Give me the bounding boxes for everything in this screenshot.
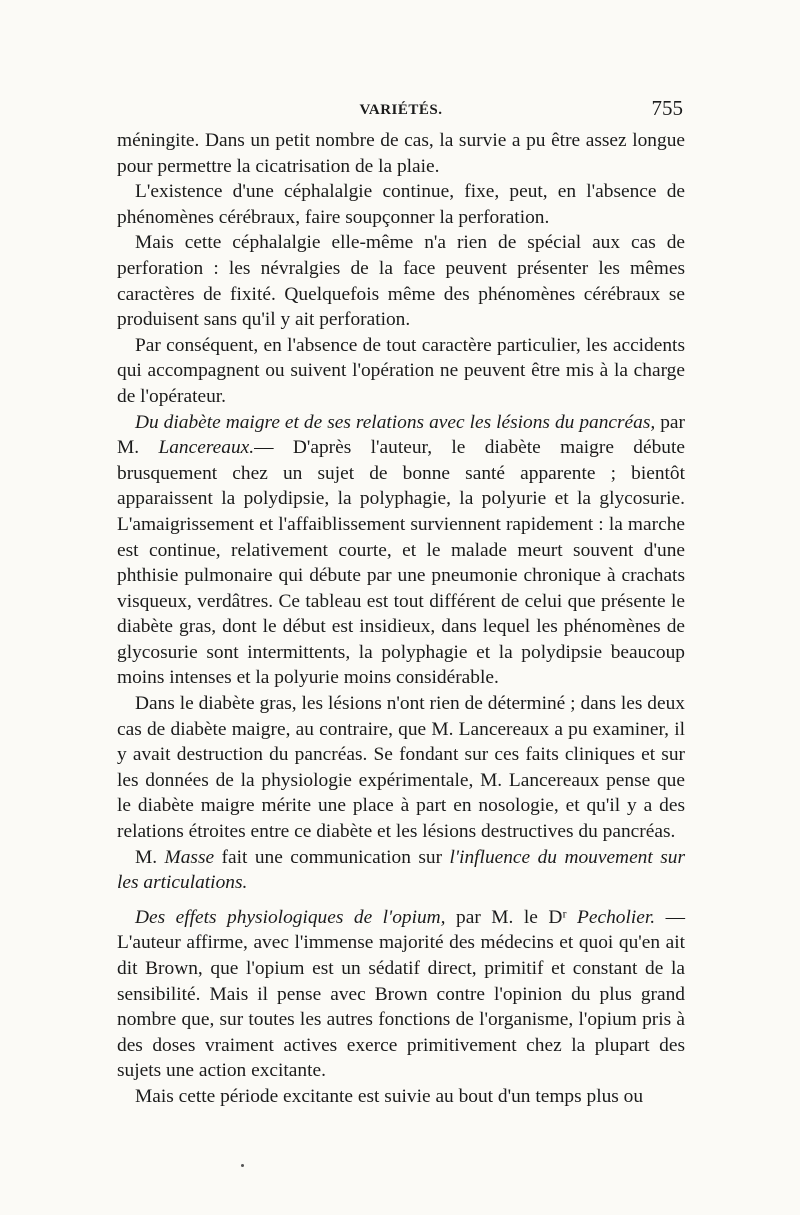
- print-speck: [241, 1164, 244, 1167]
- author-masse: Masse: [164, 846, 215, 868]
- paragraph-6: Dans le diabète gras, les lésions n'ont rien de déterminé ; dans les deux cas de diabète maigre, au contraire, que M. Lancereaux a pu examiner, il y avait destruction du pancréas. Se fondant sur ces faits cliniques et sur les données de la physiologie expérimentale, M. Lancereaux pense que le diabète maigre mérite une place à part en nosologie, et qu'il y a des relations étroites entre ce diabète et les lésions destructives du pancréas.: [117, 693, 685, 843]
- running-title: VARIÉTÉS.: [359, 102, 443, 118]
- masse-mid: fait une communication sur: [214, 846, 450, 868]
- paragraph-opium: [117, 905, 685, 1084]
- paragraph-3: Mais cette céphalalgie elle-même n'a rien de spécial aux cas de perforation : les névralgies de la face peuvent présenter les mêmes caractères de fixité. Quelquefois même des phénomènes cérébraux se produisent sans qu'il y ait perforation.: [117, 232, 685, 331]
- document-page: [117, 92, 685, 1110]
- masse-prefix: M.: [135, 846, 165, 868]
- author-pecholier: Pecholier.: [577, 906, 656, 928]
- opium-par: par M. le Dʳ: [445, 906, 578, 928]
- author-lancereaux: Lancereaux.: [158, 437, 255, 459]
- page-number: 755: [651, 96, 683, 120]
- section-title-opium: Des effets physiologiques de l'opium,: [135, 906, 446, 928]
- paragraph-diabete: [117, 410, 685, 692]
- section-title-mouvement: l'influence du mouvement sur les articulations.: [117, 846, 685, 894]
- paragraph-2: L'existence d'une céphalalgie continue, fixe, peut, en l'absence de phénomènes cérébraux, faire soupçonner la perforation.: [117, 181, 685, 228]
- body-text: [117, 128, 685, 1110]
- section-title-diabete: Du diabète maigre et de ses relations avec les lésions du pancréas,: [135, 411, 656, 433]
- paragraph-4: Par conséquent, en l'absence de tout caractère particulier, les accidents qui accompagnent ou suivent l'opération ne peuvent être mis à la charge de l'opérateur.: [117, 334, 685, 407]
- paragraph-9: Mais cette période excitante est suivie au bout d'un temps plus ou: [135, 1085, 644, 1107]
- paragraph-1: méningite. Dans un petit nombre de cas, la survie a pu être assez longue pour permettre la cicatrisation de la plaie.: [117, 130, 685, 177]
- page-header: [117, 92, 685, 128]
- paragraph-masse: [117, 845, 685, 896]
- section-text-diabete: — D'après l'auteur, le diabète maigre débute brusquement chez un sujet de bonne santé apparente ; bientôt apparaissent la polydipsie, la polyphagie, la polyurie et la glycosurie. L'amaigrissement et l'affaiblissement surviennent rapidement : la marche est continue, relativement courte, et le malade meurt souvent d'une phthisie pulmonaire qui débute par une pneumonie chronique à crachats visqueux, verdâtres. Ce tableau est tout différent de celui que présente le diabète gras, dont le début est insidieux, dans lequel les phénomènes de glycosurie sont intermittents, la polyphagie et la polydipsie beaucoup moins intenses et la polyurie moins considérable.: [117, 437, 685, 689]
- section-text-opium: — L'auteur affirme, avec l'immense majorité des médecins et quoi qu'en ait dit Brown, que l'opium est un sédatif direct, primitif et constant de la sensibilité. Mais il pense avec Brown contre l'opinion du plus grand nombre que, sur toutes les autres fonctions de l'organisme, l'opium pris à des doses vraiment actives exerce primitivement chez la plupart des sujets une action excitante.: [117, 906, 685, 1082]
- section-par: par M.: [117, 411, 685, 459]
